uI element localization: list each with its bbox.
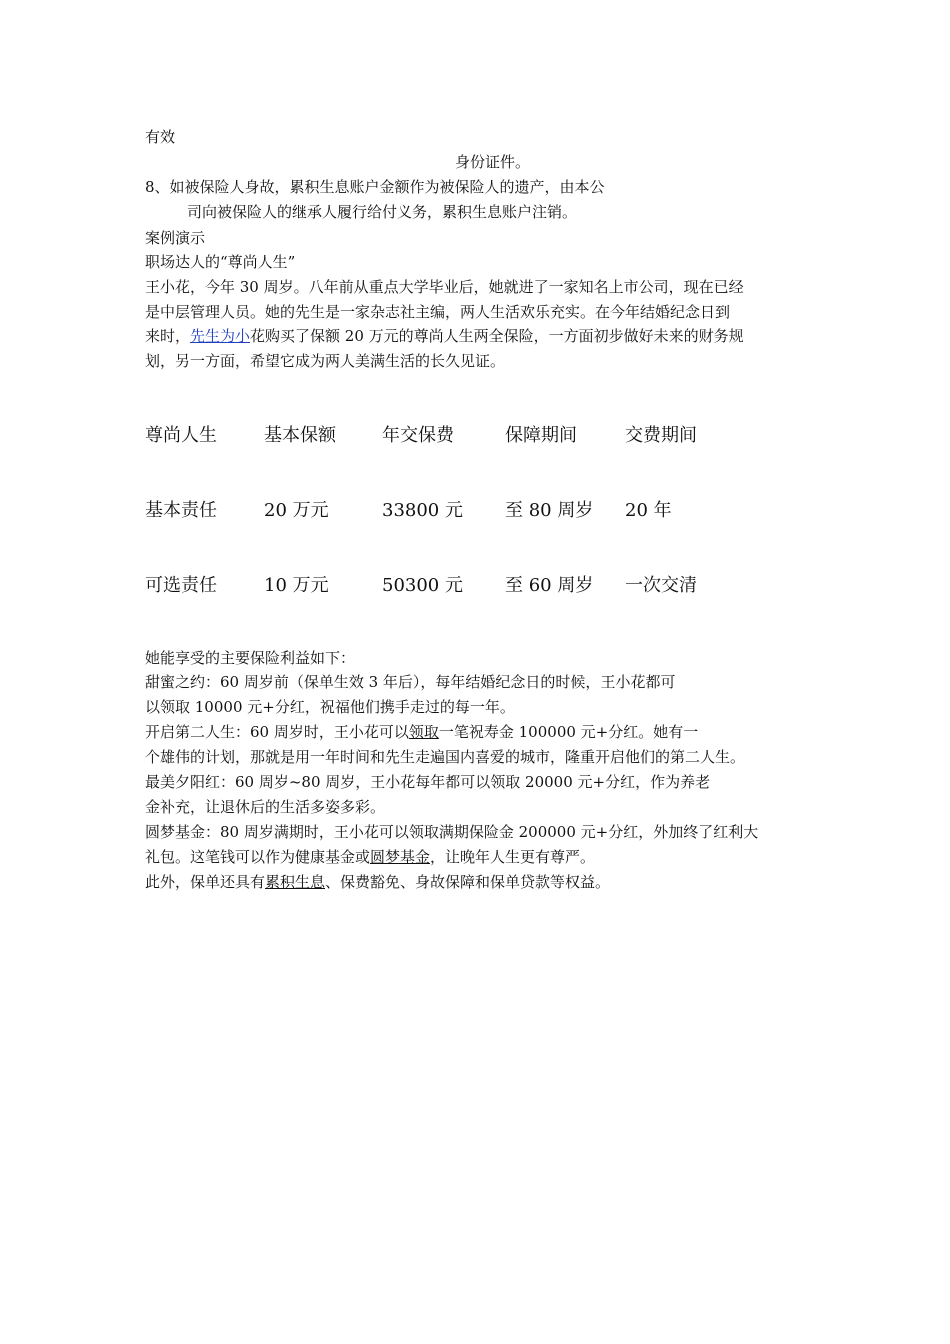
table-header-cell: 保障期间 <box>505 425 577 446</box>
table-header-cell: 尊尚人生 <box>145 425 217 446</box>
table-cell: 10 万元 <box>264 575 329 596</box>
text-span: 礼包。这笔钱可以作为健康基金或 <box>145 848 371 866</box>
benefit-line: 甜蜜之约：60 周岁前（保单生效 3 年后），每年结婚纪念日的时候，王小花都可 <box>145 673 676 691</box>
table-cell: 至 60 周岁 <box>505 575 594 596</box>
benefit-line: 金补充，让退休后的生活多姿多彩。 <box>145 798 386 816</box>
benefit-line: 圆梦基金：80 周岁满期时，王小花可以领取满期保险金 200000 元+分红，外加终了红利大 <box>145 823 759 841</box>
text-line: 有效 <box>145 128 176 146</box>
text-span: 开启第二人生：60 周岁时，王小花可以 <box>145 723 409 741</box>
underlined-text: 圆梦基金 <box>370 848 431 866</box>
benefits-intro: 她能享受的主要保险利益如下： <box>145 649 356 667</box>
table-cell: 33800 元 <box>382 500 463 521</box>
table-header-cell: 基本保额 <box>264 425 336 446</box>
paragraph-line <box>145 326 744 346</box>
underlined-text: 领取 <box>408 723 439 741</box>
benefit-line <box>145 872 610 892</box>
table-cell: 可选责任 <box>145 575 217 596</box>
case-title: 职场达人的“尊尚人生” <box>145 253 296 271</box>
table-cell: 50300 元 <box>382 575 463 596</box>
table-cell: 20 年 <box>625 500 672 521</box>
section-heading: 案例演示 <box>145 229 206 247</box>
benefit-line <box>145 722 698 742</box>
text-line: 身份证件。 <box>455 153 531 171</box>
benefit-line: 最美夕阳红：60 周岁~80 周岁，王小花每年都可以领取 20000 元+分红，作为养老 <box>145 773 711 791</box>
table-cell: 20 万元 <box>264 500 329 521</box>
text-span: 一笔祝寿金 100000 元+分红。她有一 <box>438 723 699 741</box>
text-span: 花购买了保额 20 万元的尊尚人生两全保险，一方面初步做好未来的财务规 <box>250 327 744 345</box>
text-line: 8、如被保险人身故，累积生息账户金额作为被保险人的遗产，由本公 <box>145 178 605 196</box>
text-span: 此外，保单还具有 <box>145 873 266 891</box>
underlined-text: 累积生息 <box>265 873 326 891</box>
benefit-line: 个雄伟的计划，那就是用一年时间和先生走遍国内喜爱的城市，隆重开启他们的第二人生。 <box>145 748 746 766</box>
benefit-line <box>145 847 595 867</box>
text-span: 、保费豁免、身故保障和保单贷款等权益。 <box>325 873 611 891</box>
table-header-cell: 交费期间 <box>625 425 697 446</box>
table-header-cell: 年交保费 <box>382 425 454 446</box>
paragraph-line: 划，另一方面，希望它成为两人美满生活的长久见证。 <box>145 352 506 370</box>
text-span: 来时， <box>145 327 191 345</box>
paragraph-line: 是中层管理人员。她的先生是一家杂志社主编，两人生活欢乐充实。在今年结婚纪念日到 <box>145 303 731 321</box>
benefit-line: 以领取 10000 元+分红，祝福他们携手走过的每一年。 <box>145 698 515 716</box>
hyperlink[interactable]: 先生为小 <box>190 327 251 345</box>
paragraph-line: 王小花，今年 30 周岁。八年前从重点大学毕业后，她就进了一家知名上市公司，现在已经 <box>145 278 744 296</box>
table-cell: 一次交清 <box>625 575 697 596</box>
text-span: ，让晚年人生更有尊严。 <box>430 848 596 866</box>
table-cell: 基本责任 <box>145 500 217 521</box>
text-line: 司向被保险人的继承人履行给付义务，累积生息账户注销。 <box>187 203 578 221</box>
table-cell: 至 80 周岁 <box>505 500 594 521</box>
